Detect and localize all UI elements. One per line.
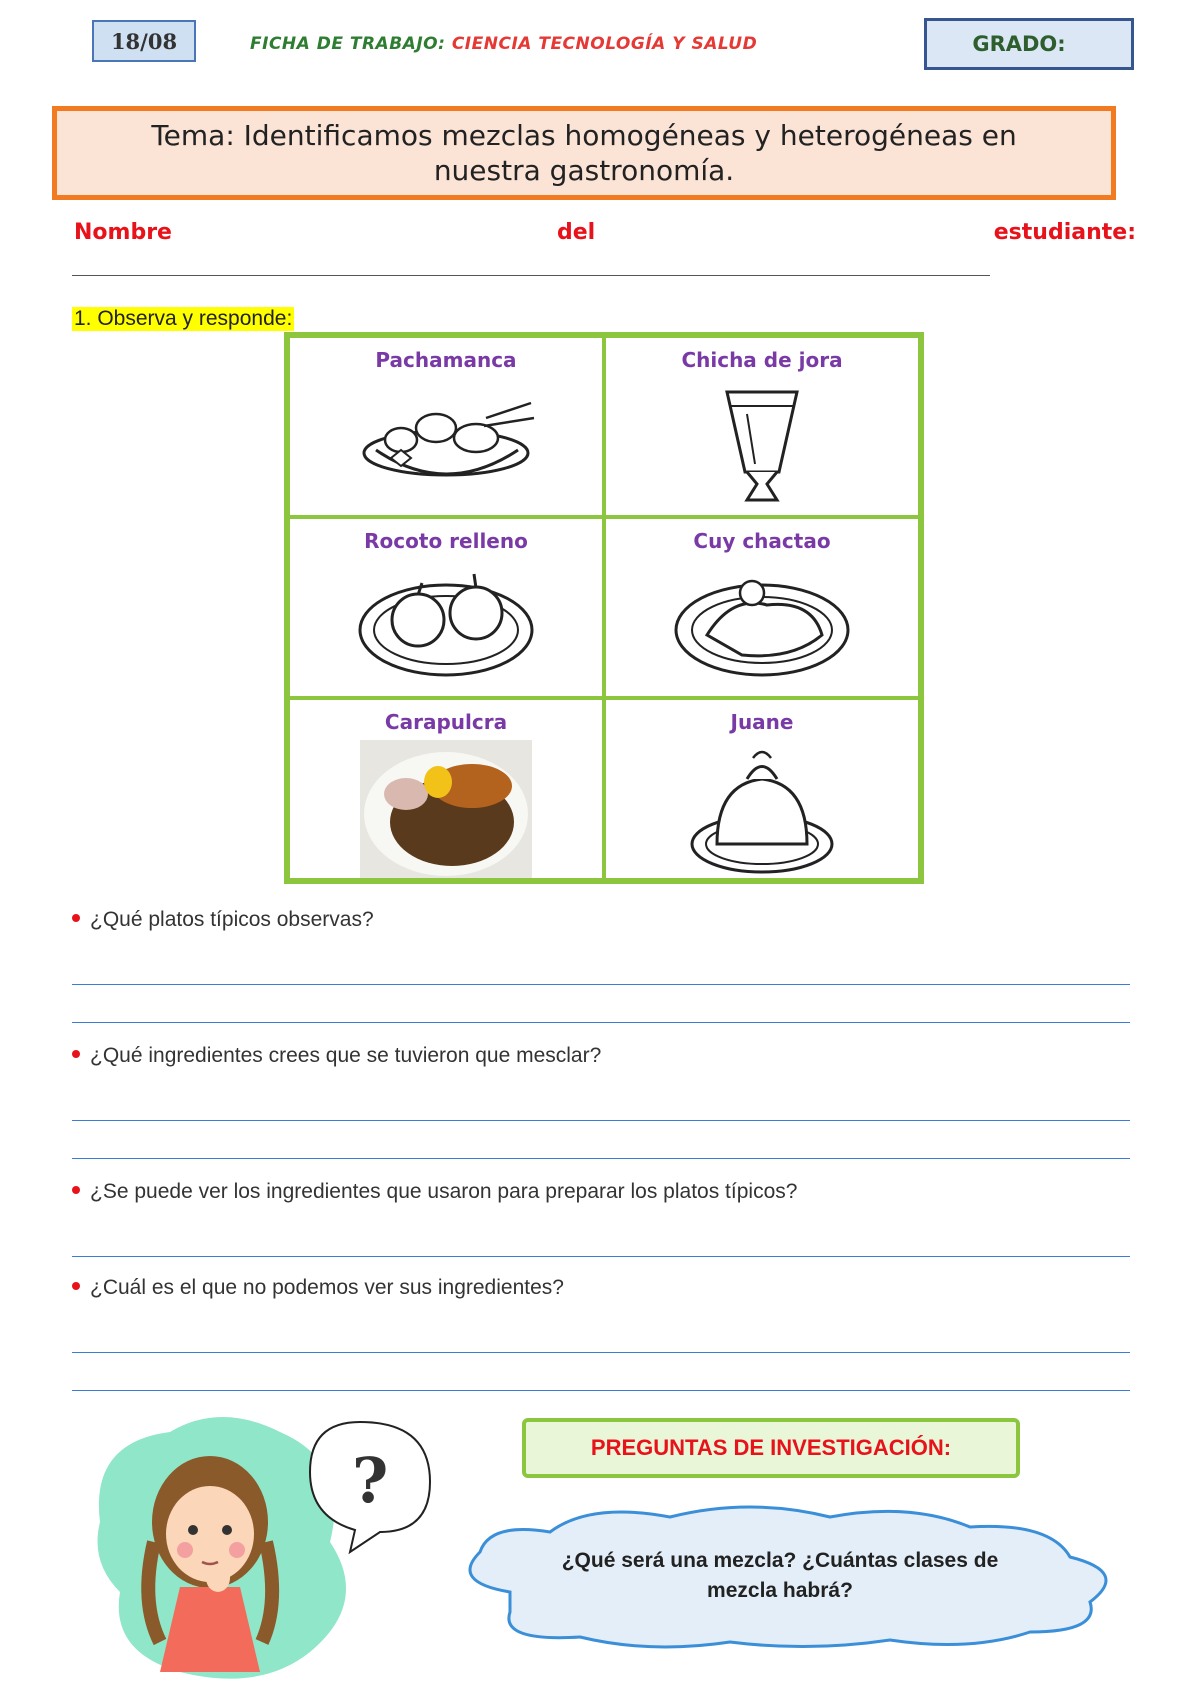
bullet-icon bbox=[72, 1186, 80, 1194]
answer-line[interactable] bbox=[72, 1120, 1130, 1121]
answer-line[interactable] bbox=[72, 1256, 1130, 1257]
answer-line[interactable] bbox=[72, 1158, 1130, 1159]
dish-label: Juane bbox=[730, 710, 794, 734]
answer-line[interactable] bbox=[72, 1022, 1130, 1023]
dish-label: Chicha de jora bbox=[681, 348, 843, 372]
investigation-title-box: PREGUNTAS DE INVESTIGACIÓN: bbox=[522, 1418, 1020, 1478]
bullet-icon bbox=[72, 1050, 80, 1058]
estudiante-label: estudiante: bbox=[993, 220, 1136, 245]
chicha-glass-icon bbox=[717, 384, 807, 509]
dish-label: Pachamanca bbox=[375, 348, 517, 372]
dish-label: Rocoto relleno bbox=[364, 529, 528, 553]
question-4: ¿Cuál es el que no podemos ver sus ingredientes? bbox=[72, 1276, 564, 1300]
cuy-chactao-icon bbox=[672, 565, 852, 680]
dish-cell-pachamanca bbox=[288, 336, 604, 517]
question-2: ¿Qué ingredientes crees que se tuvieron que mesclar? bbox=[72, 1044, 601, 1068]
tema-box: Tema: Identificamos mezclas homogéneas y heterogéneas en nuestra gastronomía. bbox=[52, 106, 1116, 200]
carapulcra-photo bbox=[360, 740, 532, 878]
del-label: del bbox=[557, 220, 596, 245]
ficha-subject: CIENCIA TECNOLOGÍA Y SALUD bbox=[451, 34, 758, 54]
rocoto-relleno-icon bbox=[356, 565, 536, 680]
dish-cell-carapulcra bbox=[288, 698, 604, 880]
juane-icon bbox=[687, 744, 837, 879]
dish-cell-cuy bbox=[604, 517, 920, 698]
thinking-girl-illustration bbox=[90, 1402, 450, 1692]
dish-label: Carapulcra bbox=[384, 710, 508, 734]
answer-line[interactable] bbox=[72, 984, 1130, 985]
ficha-title bbox=[250, 34, 757, 54]
answer-line[interactable] bbox=[72, 1352, 1130, 1353]
question-1: ¿Qué platos típicos observas? bbox=[72, 908, 374, 932]
bullet-icon bbox=[72, 1282, 80, 1290]
svg-text:?: ? bbox=[352, 1444, 389, 1517]
dish-cell-juane bbox=[604, 698, 920, 880]
answer-line[interactable] bbox=[72, 1390, 1130, 1391]
question-3: ¿Se puede ver los ingredientes que usaron para preparar los platos típicos? bbox=[72, 1180, 797, 1204]
section-heading: 1. Observa y responde: bbox=[74, 307, 293, 330]
pachamanca-icon bbox=[356, 388, 536, 498]
date-box: 18/08 bbox=[92, 20, 196, 62]
bullet-icon bbox=[72, 914, 80, 922]
dish-cell-chicha bbox=[604, 336, 920, 517]
dish-cell-rocoto bbox=[288, 517, 604, 698]
grado-box: GRADO: bbox=[924, 18, 1134, 70]
student-name-line[interactable] bbox=[72, 275, 990, 276]
dish-label: Cuy chactao bbox=[693, 529, 831, 553]
ficha-label: FICHA DE TRABAJO: bbox=[250, 34, 446, 54]
dishes-grid bbox=[284, 332, 924, 884]
investigation-question: ¿Qué será una mezcla? ¿Cuántas clases de mezcla habrá? bbox=[561, 1549, 999, 1602]
nombre-label: Nombre bbox=[74, 220, 172, 245]
